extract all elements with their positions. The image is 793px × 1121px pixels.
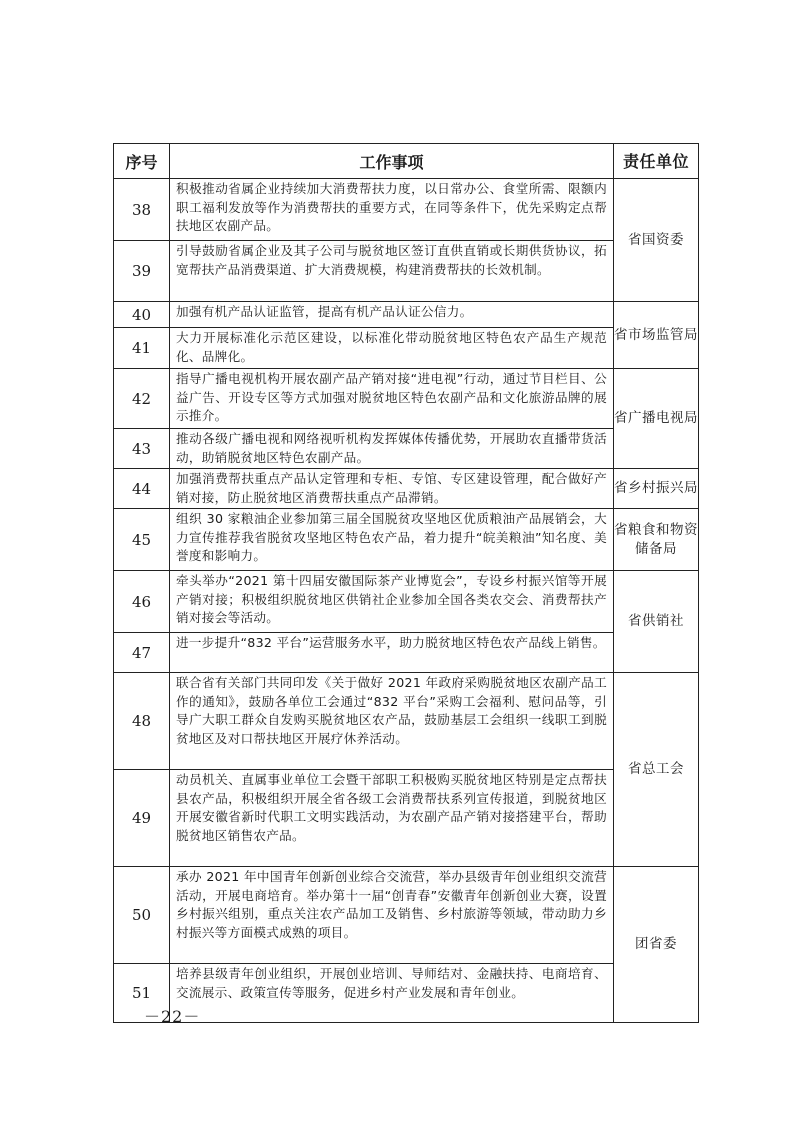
responsible-unit: 省乡村振兴局 <box>614 469 699 509</box>
row-number: 48 <box>114 673 170 770</box>
row-number: 50 <box>114 867 170 964</box>
table-row <box>114 369 699 429</box>
row-number: 43 <box>114 429 170 469</box>
row-number: 45 <box>114 509 170 571</box>
table-row <box>114 964 699 1023</box>
row-item-text: 推动各级广播电视和网络视听机构发挥媒体传播优势，开展助农直播带货活动，助销脱贫地区特色农副产品。 <box>170 429 614 469</box>
table-row <box>114 469 699 509</box>
table-row <box>114 179 699 241</box>
row-item-text: 承办 2021 年中国青年创新创业综合交流营，举办县级青年创业组织交流营活动，开展电商培育。举办第十一届“创青春”安徽青年创新创业大赛，设置乡村振兴组别，重点关注农产品加工及销售、乡村旅游等领域，带动助力乡村振兴等方面模式成熟的项目。 <box>170 867 614 964</box>
table-row <box>114 571 699 633</box>
table-row <box>114 509 699 571</box>
responsible-unit: 省供销社 <box>614 571 699 673</box>
row-item-text: 指导广播电视机构开展农副产品产销对接“进电视”行动，通过节目栏目、公益广告、开设专区等方式加强对脱贫地区特色农副产品和文化旅游品牌的展示推介。 <box>170 369 614 429</box>
table-row <box>114 241 699 302</box>
row-number: 49 <box>114 770 170 867</box>
responsible-unit: 省广播电视局 <box>614 369 699 469</box>
row-number: 44 <box>114 469 170 509</box>
row-item-text: 培养县级青年创业组织，开展创业培训、导师结对、金融扶持、电商培育、交流展示、政策宣传等服务，促进乡村产业发展和青年创业。 <box>170 964 614 1023</box>
table-row <box>114 429 699 469</box>
row-number: 46 <box>114 571 170 633</box>
row-number: 40 <box>114 302 170 328</box>
row-item-text: 牵头举办“2021 第十四届安徽国际茶产业博览会”，专设乡村振兴馆等开展产销对接；积极组织脱贫地区供销社企业参加全国各类农交会、消费帮扶产销对接会等活动。 <box>170 571 614 633</box>
row-number: 39 <box>114 241 170 302</box>
responsible-unit: 省国资委 <box>614 179 699 302</box>
row-item-text: 大力开展标准化示范区建设，以标准化带动脱贫地区特色农产品生产规范化、品牌化。 <box>170 328 614 369</box>
table-row <box>114 770 699 867</box>
row-number: 47 <box>114 633 170 673</box>
header-serial-number: 序号 <box>114 144 170 179</box>
row-item-text: 进一步提升“832 平台”运营服务水平，助力脱贫地区特色农产品线上销售。 <box>170 633 614 673</box>
responsible-unit: 省总工会 <box>614 673 699 867</box>
row-number: 51 <box>114 964 170 1023</box>
page-number: －22－ <box>144 1007 201 1026</box>
row-item-text: 动员机关、直属事业单位工会暨干部职工积极购买脱贫地区特别是定点帮扶县农产品，积极组织开展全省各级工会消费帮扶系列宣传报道，到脱贫地区开展安徽省新时代职工文明实践活动，为农副产品产销对接搭建平台，帮助脱贫地区销售农产品。 <box>170 770 614 867</box>
row-item-text: 积极推动省属企业持续加大消费帮扶力度，以日常办公、食堂所需、限额内职工福利发放等作为消费帮扶的重要方式，在同等条件下，优先采购定点帮扶地区农副产品。 <box>170 179 614 241</box>
header-responsible-unit: 责任单位 <box>614 144 699 179</box>
table-row <box>114 328 699 369</box>
work-items-table <box>113 143 699 1023</box>
row-item-text: 联合省有关部门共同印发《关于做好 2021 年政府采购脱贫地区农副产品工作的通知》，鼓励各单位工会通过“832 平台”采购工会福利、慰问品等，引导广大职工群众自发购买脱贫地区农产品，鼓励基层工会组织一线职工到脱贫地区及对口帮扶地区开展疗休养活动。 <box>170 673 614 770</box>
table-row <box>114 673 699 770</box>
table-row <box>114 867 699 964</box>
table-row <box>114 633 699 673</box>
row-item-text: 加强消费帮扶重点产品认定管理和专柜、专馆、专区建设管理，配合做好产销对接，防止脱贫地区消费帮扶重点产品滞销。 <box>170 469 614 509</box>
row-number: 41 <box>114 328 170 369</box>
row-number: 38 <box>114 179 170 241</box>
table-header-row <box>114 144 699 179</box>
row-item-text: 引导鼓励省属企业及其子公司与脱贫地区签订直供直销或长期供货协议，拓宽帮扶产品消费渠道、扩大消费规模，构建消费帮扶的长效机制。 <box>170 241 614 302</box>
row-number: 42 <box>114 369 170 429</box>
responsible-unit: 省粮食和物资储备局 <box>614 509 699 571</box>
row-item-text: 组织 30 家粮油企业参加第三届全国脱贫攻坚地区优质粮油产品展销会，大力宣传推荐我省脱贫攻坚地区特色农产品，着力提升“皖美粮油”知名度、美誉度和影响力。 <box>170 509 614 571</box>
responsible-unit: 省市场监管局 <box>614 302 699 369</box>
header-work-item: 工作事项 <box>170 144 614 179</box>
table-row <box>114 302 699 328</box>
responsible-unit: 团省委 <box>614 867 699 1023</box>
row-item-text: 加强有机产品认证监管，提高有机产品认证公信力。 <box>170 302 614 328</box>
